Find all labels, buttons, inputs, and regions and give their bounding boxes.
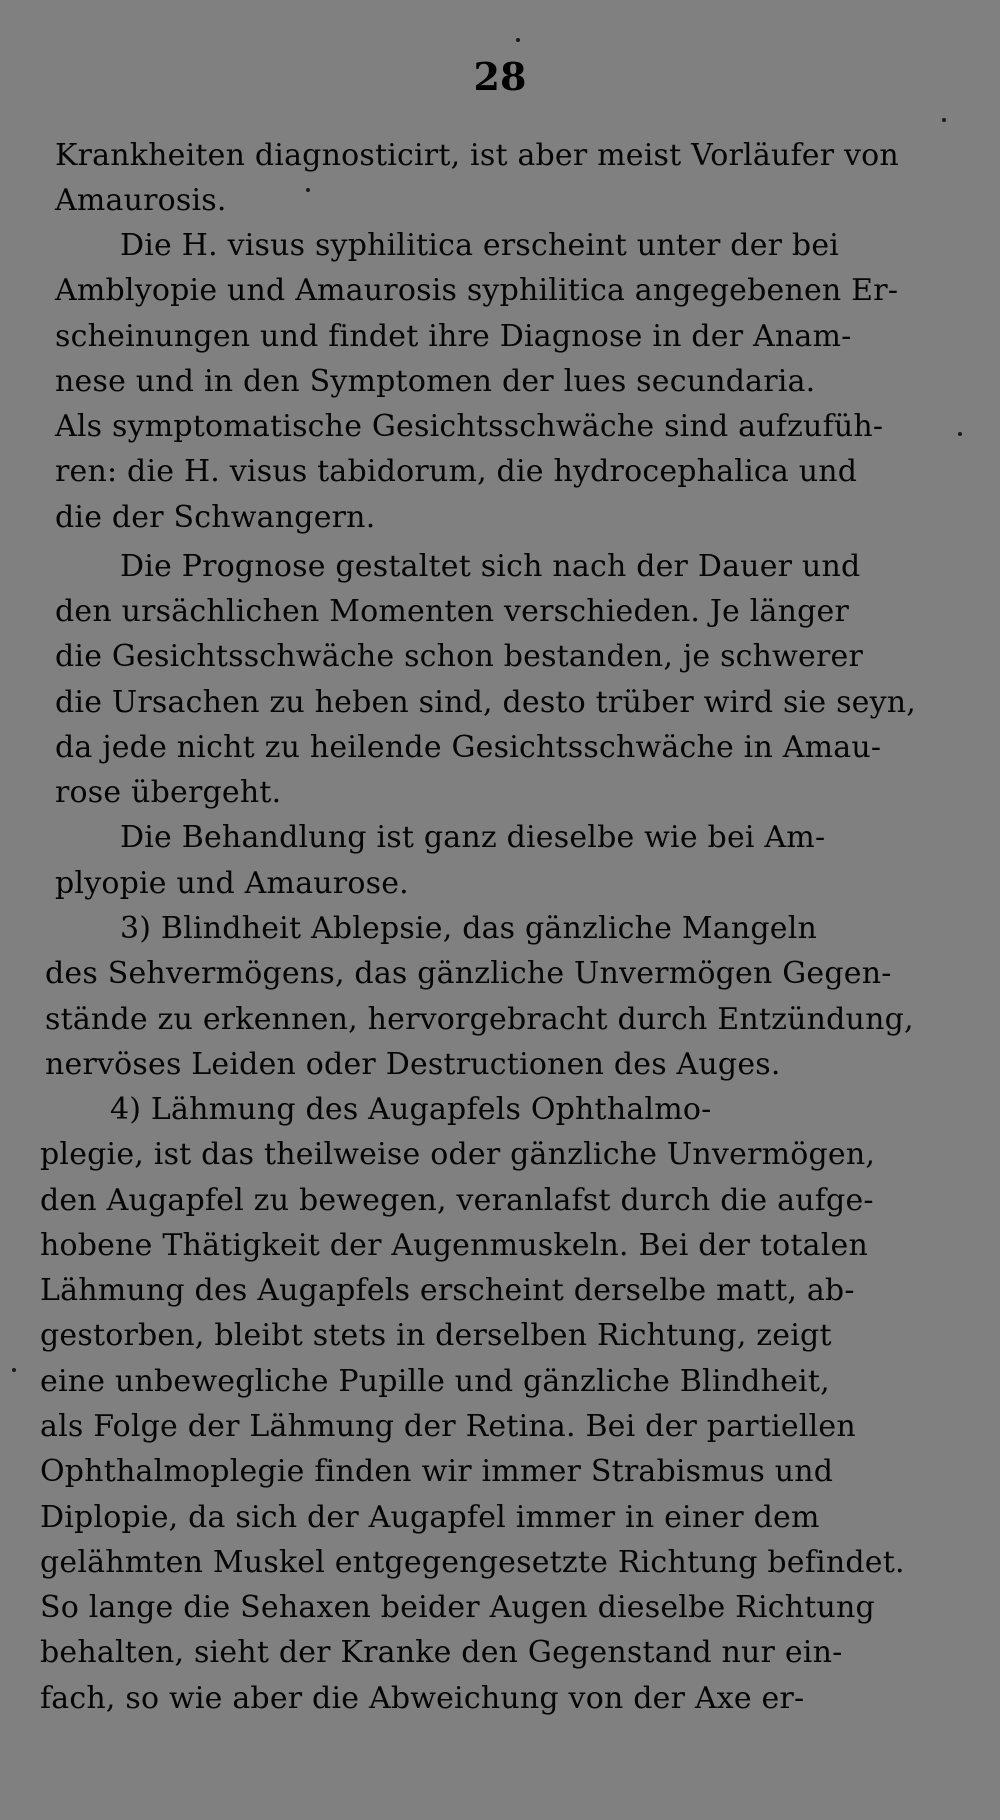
text-line: Die Behandlung ist ganz dieselbe wie bei Am-	[120, 820, 826, 855]
text-line: plegie, ist das theilweise oder gänzliche Unvermögen,	[40, 1137, 876, 1172]
text-line: fach, so wie aber die Abweichung von der Axe er-	[40, 1681, 805, 1716]
page-number: 28	[473, 54, 527, 99]
text-line: 4) Lähmung des Augapfels Ophthalmo-	[110, 1092, 712, 1127]
paper-speck	[958, 432, 962, 436]
paper-speck	[12, 1368, 16, 1372]
text-line: rose übergeht.	[55, 775, 282, 810]
text-line: die der Schwangern.	[55, 500, 376, 535]
text-line: Krankheiten diagnosticirt, ist aber meist Vorläufer von	[55, 138, 899, 173]
text-line: nervöses Leiden oder Destructionen des Auges.	[45, 1047, 781, 1082]
paper-speck	[516, 38, 520, 42]
text-line: plyopie und Amaurose.	[55, 866, 409, 901]
text-line: Amaurosis.	[55, 183, 227, 218]
text-line: gestorben, bleibt stets in derselben Richtung, zeigt	[40, 1318, 832, 1353]
text-line: hobene Thätigkeit der Augenmuskeln. Bei der totalen	[40, 1228, 869, 1263]
text-line: des Sehvermögens, das gänzliche Unvermögen Gegen-	[45, 956, 892, 991]
text-line: Lähmung des Augapfels erscheint derselbe matt, ab-	[40, 1273, 855, 1308]
text-line: Als symptomatische Gesichtsschwäche sind aufzufüh-	[55, 409, 884, 444]
text-line: scheinungen und findet ihre Diagnose in der Anam-	[55, 319, 852, 354]
text-line: Die Prognose gestaltet sich nach der Dauer und	[120, 549, 861, 584]
text-line: den Augapfel zu bewegen, veranlafst durch die aufge-	[40, 1183, 874, 1218]
paper-speck	[306, 188, 310, 192]
text-line: Die H. visus syphilitica erscheint unter der bei	[120, 228, 840, 263]
text-line: eine unbewegliche Pupille und gänzliche Blindheit,	[40, 1364, 830, 1399]
text-line: Diplopie, da sich der Augapfel immer in einer dem	[40, 1500, 820, 1535]
text-line: als Folge der Lähmung der Retina. Bei der partiellen	[40, 1409, 856, 1444]
text-line: So lange die Sehaxen beider Augen dieselbe Richtung	[40, 1590, 875, 1625]
text-line: nese und in den Symptomen der lues secundaria.	[55, 364, 816, 399]
text-line: gelähmten Muskel entgegengesetzte Richtung befindet.	[40, 1545, 905, 1580]
text-line: den ursächlichen Momenten verschieden. Je länger	[55, 594, 850, 629]
text-line: die Gesichtsschwäche schon bestanden, je schwerer	[55, 639, 864, 674]
text-line: da jede nicht zu heilende Gesichtsschwäche in Amau-	[55, 730, 882, 765]
text-line: behalten, sieht der Kranke den Gegenstand nur ein-	[40, 1635, 843, 1670]
text-line: 3) Blindheit Ablepsie, das gänzliche Mangeln	[120, 911, 818, 946]
text-line: ren: die H. visus tabidorum, die hydrocephalica und	[55, 454, 858, 489]
text-line: die Ursachen zu heben sind, desto trüber wird sie seyn,	[55, 685, 917, 720]
paper-speck	[942, 118, 946, 122]
text-line: Ophthalmoplegie finden wir immer Strabismus und	[40, 1454, 834, 1489]
text-line: Amblyopie und Amaurosis syphilitica angegebenen Er-	[55, 273, 899, 308]
text-line: stände zu erkennen, hervorgebracht durch Entzündung,	[45, 1002, 914, 1037]
